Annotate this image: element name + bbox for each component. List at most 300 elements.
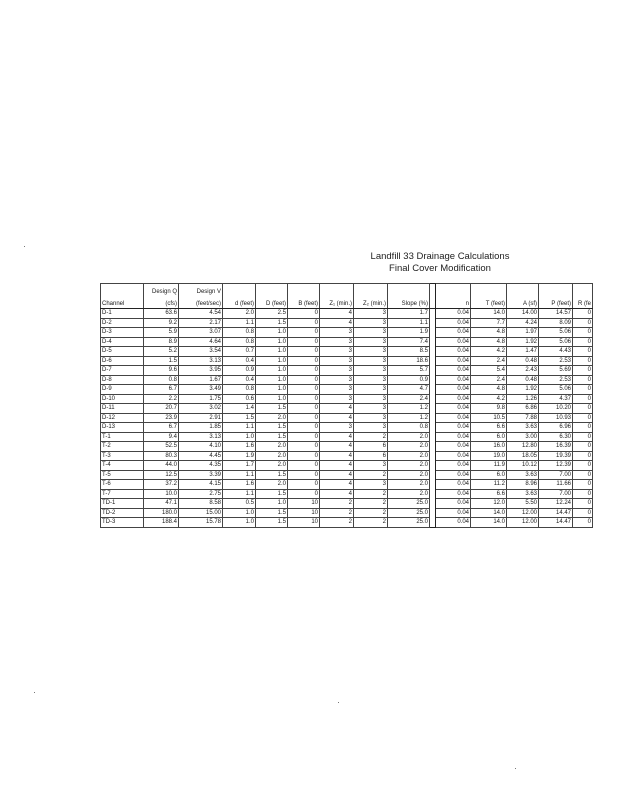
table-cell: 0.04 <box>436 356 471 366</box>
table-cell: 14.47 <box>539 508 573 518</box>
table-cell: 2.4 <box>471 356 507 366</box>
table-cell: 0.5 <box>223 499 256 509</box>
table-cell: 1.0 <box>256 499 288 509</box>
table-cell: 14.0 <box>471 309 507 319</box>
table-cell: 0 <box>573 470 593 480</box>
table-cell: 2.0 <box>388 489 430 499</box>
table-cell: 3.07 <box>179 328 223 338</box>
table-cell: 3 <box>320 366 354 376</box>
document-subtitle: Final Cover Modification <box>389 263 491 274</box>
table-cell: 3 <box>354 337 388 347</box>
table-cell: 16.39 <box>539 442 573 452</box>
table-cell: 0.04 <box>436 404 471 414</box>
table-cell: 1.5 <box>256 432 288 442</box>
table-cell: 0.8 <box>223 385 256 395</box>
table-cell: 0 <box>573 499 593 509</box>
table-cell: 10.20 <box>539 404 573 414</box>
table-cell: 6.86 <box>507 404 539 414</box>
table-cell: 0.04 <box>436 318 471 328</box>
column-header: P (feet) <box>539 296 573 309</box>
table-cell: 5.06 <box>539 385 573 395</box>
table-cell: 0.04 <box>436 432 471 442</box>
table-cell: 0 <box>573 413 593 423</box>
table-cell: 3 <box>320 423 354 433</box>
table-cell: 12.39 <box>539 461 573 471</box>
column-header: T (feet) <box>471 296 507 309</box>
table-cell: 0 <box>573 518 593 528</box>
table-cell: 0 <box>288 480 320 490</box>
table-cell: 2 <box>354 518 388 528</box>
table-cell: 2 <box>320 508 354 518</box>
table-cell: 1.2 <box>388 413 430 423</box>
table-cell: 1.5 <box>256 470 288 480</box>
table-row <box>101 442 593 452</box>
table-cell: 2.4 <box>471 375 507 385</box>
document-title: Landfill 33 Drainage Calculations <box>370 251 510 262</box>
table-cell: 0 <box>288 328 320 338</box>
table-cell: 4 <box>320 470 354 480</box>
table-cell: 2 <box>354 489 388 499</box>
table-cell: 8.09 <box>539 318 573 328</box>
table-row <box>101 309 593 319</box>
table-row <box>101 394 593 404</box>
table-cell: 1.0 <box>256 366 288 376</box>
column-header <box>288 284 320 297</box>
table-cell: 2 <box>354 499 388 509</box>
table-cell: 0.04 <box>436 489 471 499</box>
table-cell: 6.6 <box>471 489 507 499</box>
table-cell: 2.0 <box>388 461 430 471</box>
table-cell: 1.92 <box>507 337 539 347</box>
table-cell: 4 <box>320 413 354 423</box>
channel-cell: D-7 <box>101 366 144 376</box>
table-cell: 1.5 <box>256 404 288 414</box>
table-cell: 0 <box>573 442 593 452</box>
table-cell: 3 <box>354 347 388 357</box>
table-cell: 7.88 <box>507 413 539 423</box>
table-row <box>101 375 593 385</box>
table-cell: 23.9 <box>144 413 179 423</box>
channel-cell: D-12 <box>101 413 144 423</box>
table-cell: 8.5 <box>388 347 430 357</box>
table-cell: 0 <box>288 385 320 395</box>
table-cell: 3 <box>354 328 388 338</box>
table-cell: 25.0 <box>388 508 430 518</box>
table-cell: 0 <box>573 356 593 366</box>
table-cell: 3.13 <box>179 356 223 366</box>
table-cell: 12.0 <box>471 499 507 509</box>
table-cell: 14.57 <box>539 309 573 319</box>
table-row <box>101 413 593 423</box>
table-cell: 1.92 <box>507 385 539 395</box>
table-cell: 44.0 <box>144 461 179 471</box>
table-cell: 0 <box>288 451 320 461</box>
table-cell: 1.5 <box>256 508 288 518</box>
table-cell: 3 <box>354 480 388 490</box>
table-cell: 2.4 <box>388 394 430 404</box>
table-cell: 16.0 <box>471 442 507 452</box>
table-cell: 8.58 <box>179 499 223 509</box>
table-cell: 0 <box>288 394 320 404</box>
column-header <box>223 284 256 297</box>
table-cell: 2.5 <box>256 309 288 319</box>
table-cell: 4 <box>320 442 354 452</box>
table-cell: 2.0 <box>256 451 288 461</box>
table-row <box>101 451 593 461</box>
column-header: (feet/sec) <box>179 296 223 309</box>
table-cell: 0.04 <box>436 461 471 471</box>
scan-speck <box>515 768 516 769</box>
table-cell: 3 <box>354 413 388 423</box>
table-cell: 12.00 <box>507 518 539 528</box>
table-cell: 10.12 <box>507 461 539 471</box>
table-cell: 4 <box>320 461 354 471</box>
table-cell: 5.4 <box>471 366 507 376</box>
table-cell: 4 <box>320 309 354 319</box>
table-cell: 0 <box>573 404 593 414</box>
table-cell: 0 <box>573 423 593 433</box>
table-cell: 7.00 <box>539 489 573 499</box>
table-cell: 0.4 <box>223 375 256 385</box>
table-cell: 0 <box>288 318 320 328</box>
table-cell: 4.8 <box>471 337 507 347</box>
table-cell: 2.0 <box>256 442 288 452</box>
table-cell: 63.6 <box>144 309 179 319</box>
column-header <box>573 284 593 297</box>
table-cell: 0 <box>288 366 320 376</box>
table-cell: 0 <box>288 337 320 347</box>
table-cell: 0.6 <box>223 394 256 404</box>
table-cell: 15.00 <box>179 508 223 518</box>
table-cell: 2 <box>320 499 354 509</box>
column-header <box>471 284 507 297</box>
channel-cell: TD-2 <box>101 508 144 518</box>
table-cell: 1.0 <box>223 508 256 518</box>
table-cell: 10.93 <box>539 413 573 423</box>
table-cell: 12.5 <box>144 470 179 480</box>
column-header: Channel <box>101 296 144 309</box>
table-cell: 0 <box>288 375 320 385</box>
column-header: Design V <box>179 284 223 297</box>
table-row <box>101 404 593 414</box>
table-cell: 3.13 <box>179 432 223 442</box>
table-cell: 1.7 <box>388 309 430 319</box>
table-cell: 1.47 <box>507 347 539 357</box>
column-header <box>101 284 144 297</box>
table-cell: 6 <box>354 451 388 461</box>
table-cell: 1.1 <box>388 318 430 328</box>
table-cell: 3.63 <box>507 470 539 480</box>
column-header: D (feet) <box>256 296 288 309</box>
table-cell: 0.04 <box>436 328 471 338</box>
table-cell: 0 <box>288 356 320 366</box>
table-cell: 0.04 <box>436 394 471 404</box>
header-row-bottom <box>101 296 593 309</box>
table-cell: 2.0 <box>256 461 288 471</box>
table-cell: 18.05 <box>507 451 539 461</box>
table-cell: 0.7 <box>223 347 256 357</box>
table-cell: 1.9 <box>388 328 430 338</box>
table-cell: 1.0 <box>256 375 288 385</box>
table-cell: 3 <box>354 356 388 366</box>
header-row-top <box>101 284 593 297</box>
table-cell: 2.0 <box>223 309 256 319</box>
table-cell: 4.54 <box>179 309 223 319</box>
table-cell: 6.0 <box>471 470 507 480</box>
table-row <box>101 385 593 395</box>
table-cell: 1.0 <box>223 432 256 442</box>
table-cell: 3.49 <box>179 385 223 395</box>
table-cell: 11.2 <box>471 480 507 490</box>
table-cell: 3 <box>320 375 354 385</box>
table-cell: 6.96 <box>539 423 573 433</box>
table-cell: 5.2 <box>144 347 179 357</box>
table-row <box>101 328 593 338</box>
table-cell: 6.7 <box>144 385 179 395</box>
table-cell: 0.8 <box>223 328 256 338</box>
channel-cell: D-3 <box>101 328 144 338</box>
table-cell: 3 <box>354 461 388 471</box>
table-cell: 47.1 <box>144 499 179 509</box>
channel-cell: D-13 <box>101 423 144 433</box>
table-cell: 10.5 <box>471 413 507 423</box>
table-cell: 6.30 <box>539 432 573 442</box>
table-cell: 0.4 <box>223 356 256 366</box>
table-row <box>101 318 593 328</box>
table-cell: 1.6 <box>223 480 256 490</box>
table-cell: 0.04 <box>436 499 471 509</box>
table-cell: 3 <box>320 385 354 395</box>
table-cell: 0.04 <box>436 451 471 461</box>
table-cell: 2.0 <box>388 451 430 461</box>
table-row <box>101 366 593 376</box>
scan-speck <box>34 692 35 693</box>
table-cell: 3 <box>320 394 354 404</box>
table-cell: 19.0 <box>471 451 507 461</box>
table-cell: 2.0 <box>388 480 430 490</box>
table-cell: 2 <box>354 470 388 480</box>
channel-cell: D-10 <box>101 394 144 404</box>
column-header <box>388 284 430 297</box>
table-cell: 2.2 <box>144 394 179 404</box>
channel-cell: D-1 <box>101 309 144 319</box>
table-cell: 1.4 <box>223 404 256 414</box>
table-cell: 12.80 <box>507 442 539 452</box>
column-header: Design Q <box>144 284 179 297</box>
table-row <box>101 499 593 509</box>
table-cell: 4 <box>320 432 354 442</box>
table-cell: 0.04 <box>436 518 471 528</box>
table-cell: 3.54 <box>179 347 223 357</box>
table-cell: 0.04 <box>436 337 471 347</box>
table-cell: 3 <box>354 366 388 376</box>
table-cell: 0 <box>573 347 593 357</box>
table-cell: 0 <box>573 461 593 471</box>
table-cell: 188.4 <box>144 518 179 528</box>
table-cell: 8.96 <box>507 480 539 490</box>
table-cell: 7.00 <box>539 470 573 480</box>
table-cell: 10 <box>288 499 320 509</box>
table-cell: 3 <box>354 423 388 433</box>
drainage-calculations-table <box>100 283 593 528</box>
table-cell: 4 <box>320 404 354 414</box>
column-header: A (sf) <box>507 296 539 309</box>
table-row <box>101 470 593 480</box>
title-block <box>330 251 550 275</box>
table-row <box>101 423 593 433</box>
table-cell: 0.04 <box>436 508 471 518</box>
table-cell: 6 <box>354 442 388 452</box>
table-cell: 0.04 <box>436 347 471 357</box>
table-cell: 19.39 <box>539 451 573 461</box>
table-cell: 1.0 <box>256 394 288 404</box>
table-cell: 0.04 <box>436 413 471 423</box>
table-cell: 3.95 <box>179 366 223 376</box>
table-cell: 0 <box>288 404 320 414</box>
table-row <box>101 518 593 528</box>
table-cell: 3.63 <box>507 423 539 433</box>
table-cell: 0 <box>573 375 593 385</box>
table-cell: 0.04 <box>436 480 471 490</box>
table-cell: 4 <box>320 489 354 499</box>
table-cell: 3.63 <box>507 489 539 499</box>
scan-speck <box>338 702 339 703</box>
table-cell: 14.0 <box>471 508 507 518</box>
table-cell: 3 <box>320 356 354 366</box>
table-cell: 12.00 <box>507 508 539 518</box>
channel-cell: T-2 <box>101 442 144 452</box>
table-cell: 8.9 <box>144 337 179 347</box>
table-cell: 3 <box>354 385 388 395</box>
table-cell: 0.04 <box>436 366 471 376</box>
table-cell: 4.2 <box>471 394 507 404</box>
table-cell: 0.04 <box>436 309 471 319</box>
channel-cell: T-5 <box>101 470 144 480</box>
table-cell: 1.0 <box>223 518 256 528</box>
column-header: Z₂ (min.) <box>354 296 388 309</box>
table-cell: 4.43 <box>539 347 573 357</box>
channel-cell: T-6 <box>101 480 144 490</box>
table-cell: 0 <box>288 347 320 357</box>
table-cell: 0 <box>288 309 320 319</box>
table-cell: 0 <box>288 423 320 433</box>
table-cell: 12.24 <box>539 499 573 509</box>
table-cell: 4.45 <box>179 451 223 461</box>
table-cell: 2.0 <box>388 432 430 442</box>
table-row <box>101 356 593 366</box>
table-cell: 2.91 <box>179 413 223 423</box>
table-cell: 2.0 <box>256 413 288 423</box>
table-cell: 4 <box>320 480 354 490</box>
channel-cell: D-11 <box>101 404 144 414</box>
channel-cell: T-7 <box>101 489 144 499</box>
table-cell: 0 <box>573 489 593 499</box>
table-cell: 0.8 <box>388 423 430 433</box>
table-cell: 18.6 <box>388 356 430 366</box>
table-cell: 2.17 <box>179 318 223 328</box>
table-cell: 0 <box>573 366 593 376</box>
table-cell: 4.8 <box>471 328 507 338</box>
table-cell: 3 <box>354 375 388 385</box>
table-cell: 0 <box>288 489 320 499</box>
table-cell: 1.1 <box>223 423 256 433</box>
table-row <box>101 480 593 490</box>
table-cell: 0 <box>573 337 593 347</box>
table-cell: 15.78 <box>179 518 223 528</box>
table-cell: 3 <box>354 318 388 328</box>
scan-speck <box>24 246 25 247</box>
table-cell: 11.66 <box>539 480 573 490</box>
channel-cell: D-8 <box>101 375 144 385</box>
table-cell: 3 <box>354 404 388 414</box>
table-cell: 1.5 <box>144 356 179 366</box>
table-cell: 4.2 <box>471 347 507 357</box>
table-cell: 2.53 <box>539 356 573 366</box>
table-cell: 2.75 <box>179 489 223 499</box>
table-cell: 0 <box>573 480 593 490</box>
table-cell: 3 <box>320 347 354 357</box>
table-cell: 1.5 <box>223 413 256 423</box>
column-header <box>354 284 388 297</box>
table-cell: 4.8 <box>471 385 507 395</box>
table-cell: 5.69 <box>539 366 573 376</box>
channel-cell: T-1 <box>101 432 144 442</box>
table-cell: 2 <box>320 518 354 528</box>
table-cell: 1.1 <box>223 470 256 480</box>
table-cell: 1.6 <box>223 442 256 452</box>
table-cell: 25.0 <box>388 518 430 528</box>
table-cell: 0 <box>573 328 593 338</box>
table-cell: 4 <box>320 318 354 328</box>
calculation-sheet <box>100 283 618 538</box>
table-cell: 6.0 <box>471 432 507 442</box>
table-cell: 10 <box>288 518 320 528</box>
table-cell: 180.0 <box>144 508 179 518</box>
table-cell: 1.7 <box>223 461 256 471</box>
table-cell: 0.04 <box>436 423 471 433</box>
table-cell: 0 <box>573 394 593 404</box>
table-cell: 4.24 <box>507 318 539 328</box>
column-header <box>256 284 288 297</box>
table-cell: 3.02 <box>179 404 223 414</box>
table-cell: 1.5 <box>256 423 288 433</box>
table-cell: 1.2 <box>388 404 430 414</box>
table-cell: 1.9 <box>223 451 256 461</box>
table-cell: 1.85 <box>179 423 223 433</box>
table-cell: 0.9 <box>223 366 256 376</box>
table-cell: 2 <box>354 508 388 518</box>
table-cell: 0.48 <box>507 356 539 366</box>
table-cell: 7.4 <box>388 337 430 347</box>
table-cell: 0 <box>288 432 320 442</box>
table-cell: 0.9 <box>388 375 430 385</box>
table-cell: 0 <box>573 508 593 518</box>
table-cell: 2.53 <box>539 375 573 385</box>
column-header: R (fe <box>573 296 593 309</box>
table-body <box>101 309 593 528</box>
table-row <box>101 337 593 347</box>
table-cell: 0.04 <box>436 470 471 480</box>
table-cell: 0 <box>573 385 593 395</box>
table-cell: 4.7 <box>388 385 430 395</box>
table-cell: 1.0 <box>256 347 288 357</box>
table-cell: 2.0 <box>256 480 288 490</box>
table-cell: 3 <box>354 309 388 319</box>
table-cell: 2 <box>354 432 388 442</box>
column-header <box>507 284 539 297</box>
table-cell: 1.97 <box>507 328 539 338</box>
table-cell: 10.0 <box>144 489 179 499</box>
